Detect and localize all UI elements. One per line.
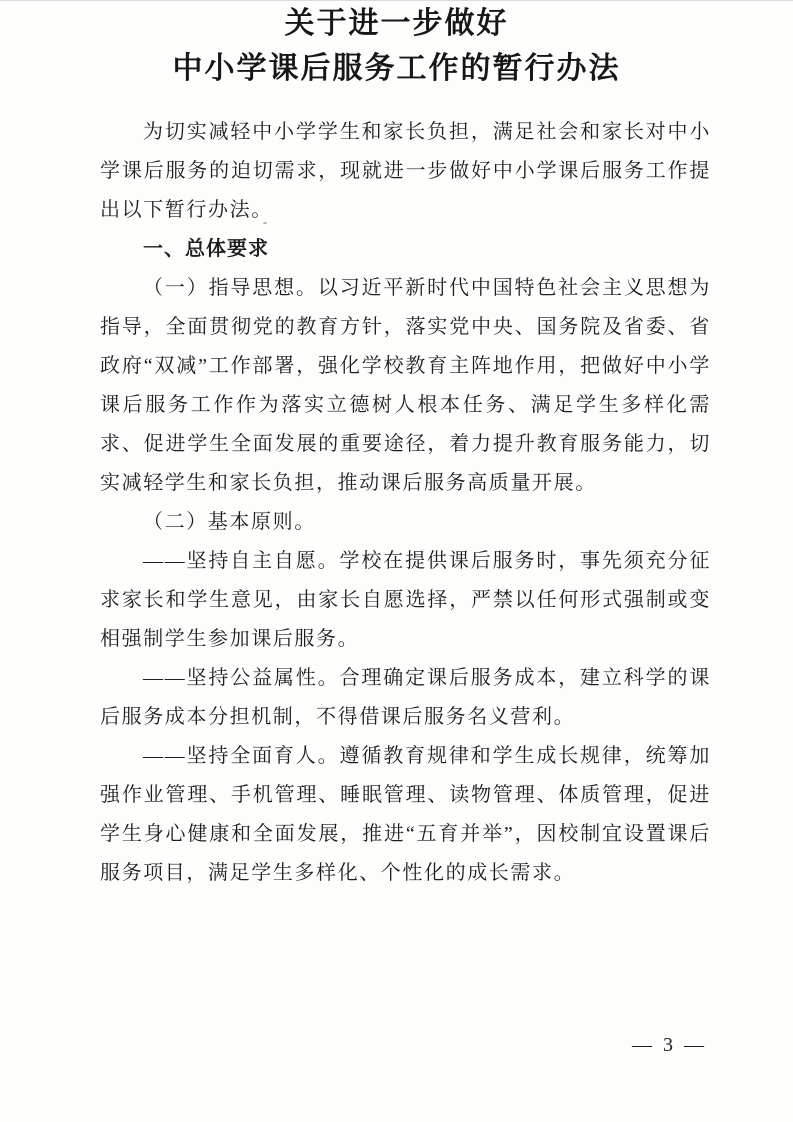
paragraph-guiding-ideology: （一）指导思想。以习近平新时代中国特色社会主义思想为指导，全面贯彻党的教育方针，落实党中央、国务院及省委、省政府“双减”工作部署，强化学校教育主阵地作用，把做好中小学课后服务工作作为落实立德树人根本任务、满足学生多样化需求、促进学生全面发展的重要途径，着力提升教育服务能力，切实减轻学生和家长负担，推动课后服务高质量开展。 bbox=[100, 277, 711, 494]
document-title bbox=[0, 1, 793, 91]
paragraph-principle-all-round-education: ——坚持全面育人。遵循教育规律和学生成长规律，统筹加强作业管理、手机管理、睡眠管理、读物管理、体质管理，促进学生身心健康和全面发展，推进“五育并举”，因校制宜设置课后服务项目，满足学生多样化、个性化的成长需求。 bbox=[100, 745, 711, 884]
paragraph-principle-voluntary: ——坚持自主自愿。学校在提供课后服务时，事先须充分征求家长和学生意见，由家长自愿选择，严禁以任何形式强制或变相强制学生参加课后服务。 bbox=[100, 550, 711, 650]
document-body bbox=[100, 113, 711, 893]
document-title-line-1: 关于进一步做好 bbox=[284, 7, 509, 40]
paragraph-principle-public-welfare: ——坚持公益属性。合理确定课后服务成本，建立科学的课后服务成本分担机制，不得借课后服务名义营利。 bbox=[100, 667, 711, 728]
section-heading-general-requirements: 一、总体要求 bbox=[143, 238, 269, 260]
page-number: — 3 — bbox=[632, 1034, 707, 1056]
paragraph-basic-principles-heading: （二）基本原则。 bbox=[143, 511, 316, 533]
paragraph-intro: 为切实减轻中小学学生和家长负担，满足社会和家长对中小学课后服务的迫切需求，现就进一步做好中小学课后服务工作提出以下暂行办法。 bbox=[100, 121, 711, 221]
document-title-line-2: 中小学课后服务工作的暂行办法 bbox=[172, 52, 621, 85]
